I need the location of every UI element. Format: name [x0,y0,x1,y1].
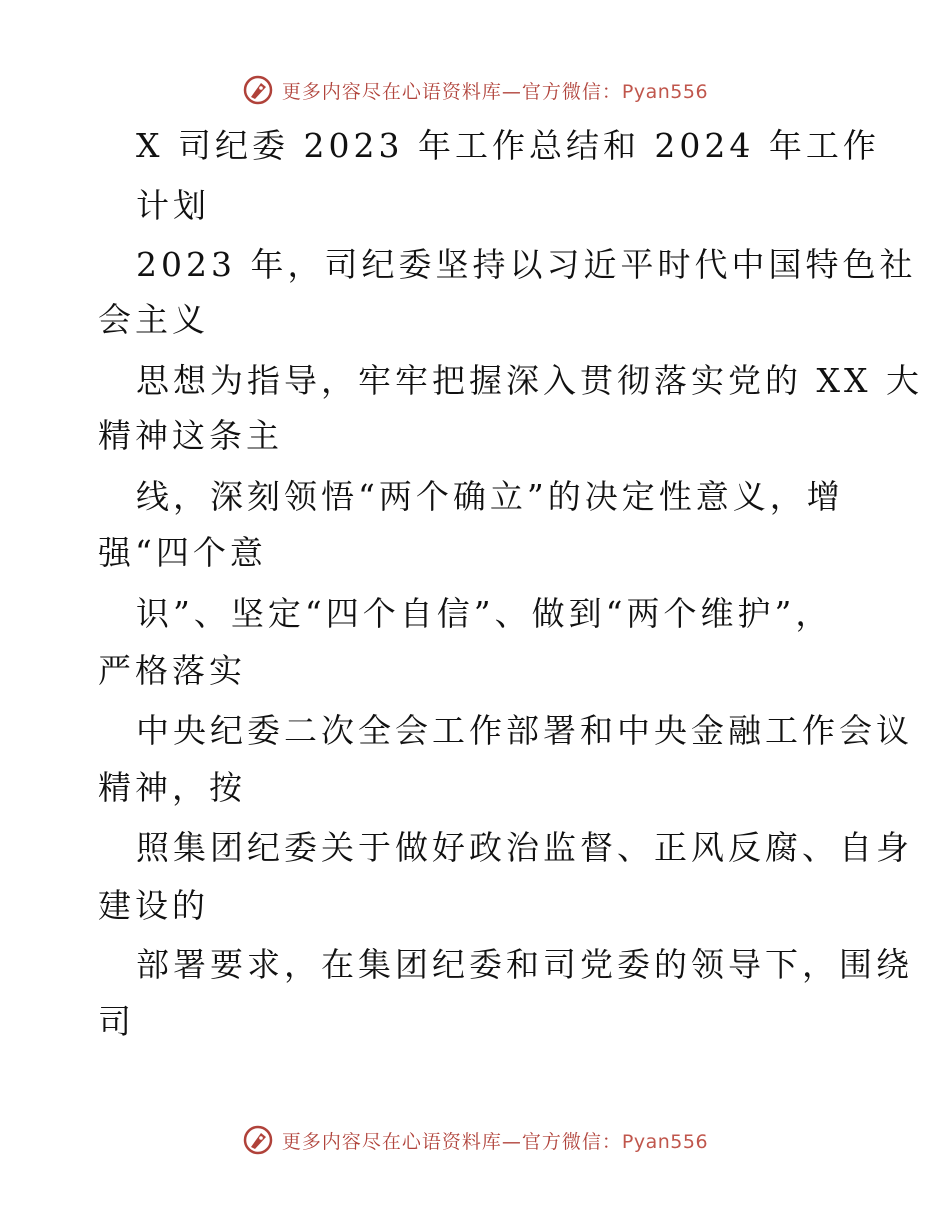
paragraph-line: 部署要求，在集团纪委和司党委的领导下，围绕 [136,945,913,984]
footer-watermark [0,1120,950,1160]
paragraph-line: 2023 年，司纪委坚持以习近平时代中国特色社 [136,245,917,284]
watermark-text: 更多内容尽在心语资料库—官方微信：Pyan556 [281,80,709,103]
watermark-id: Pyan556 [621,80,709,103]
paragraph-line: 严格落实 [98,651,246,690]
paragraph-line: 思想为指导，牢牢把握深入贯彻落实党的 XX 大 [136,361,923,400]
paragraph-line: 强“四个意 [98,533,267,572]
paragraph-line: 中央纪委二次全会工作部署和中央金融工作会议 [136,711,913,750]
paragraph-line: 线，深刻领悟“两个确立”的决定性意义，增 [136,477,844,516]
pen-nib-logo-icon [242,1124,274,1156]
paragraph-line: 精神这条主 [98,416,283,455]
document-title-line-2: 计划 [136,186,210,225]
pen-nib-logo-icon [242,74,274,106]
paragraph-line: 建设的 [98,886,209,925]
paragraph-line: 司 [98,1002,135,1041]
paragraph-line: 精神，按 [98,768,246,807]
header-watermark [0,70,950,110]
paragraph-line: 照集团纪委关于做好政治监督、正风反腐、自身 [136,828,913,867]
watermark-text: 更多内容尽在心语资料库—官方微信：Pyan556 [281,1130,709,1153]
watermark-id: Pyan556 [621,1130,709,1153]
paragraph-line: 会主义 [98,300,209,339]
document-title-line-1: X 司纪委 2023 年工作总结和 2024 年工作 [136,126,880,165]
paragraph-line: 识”、坚定“四个自信”、做到“两个维护”， [136,594,833,633]
